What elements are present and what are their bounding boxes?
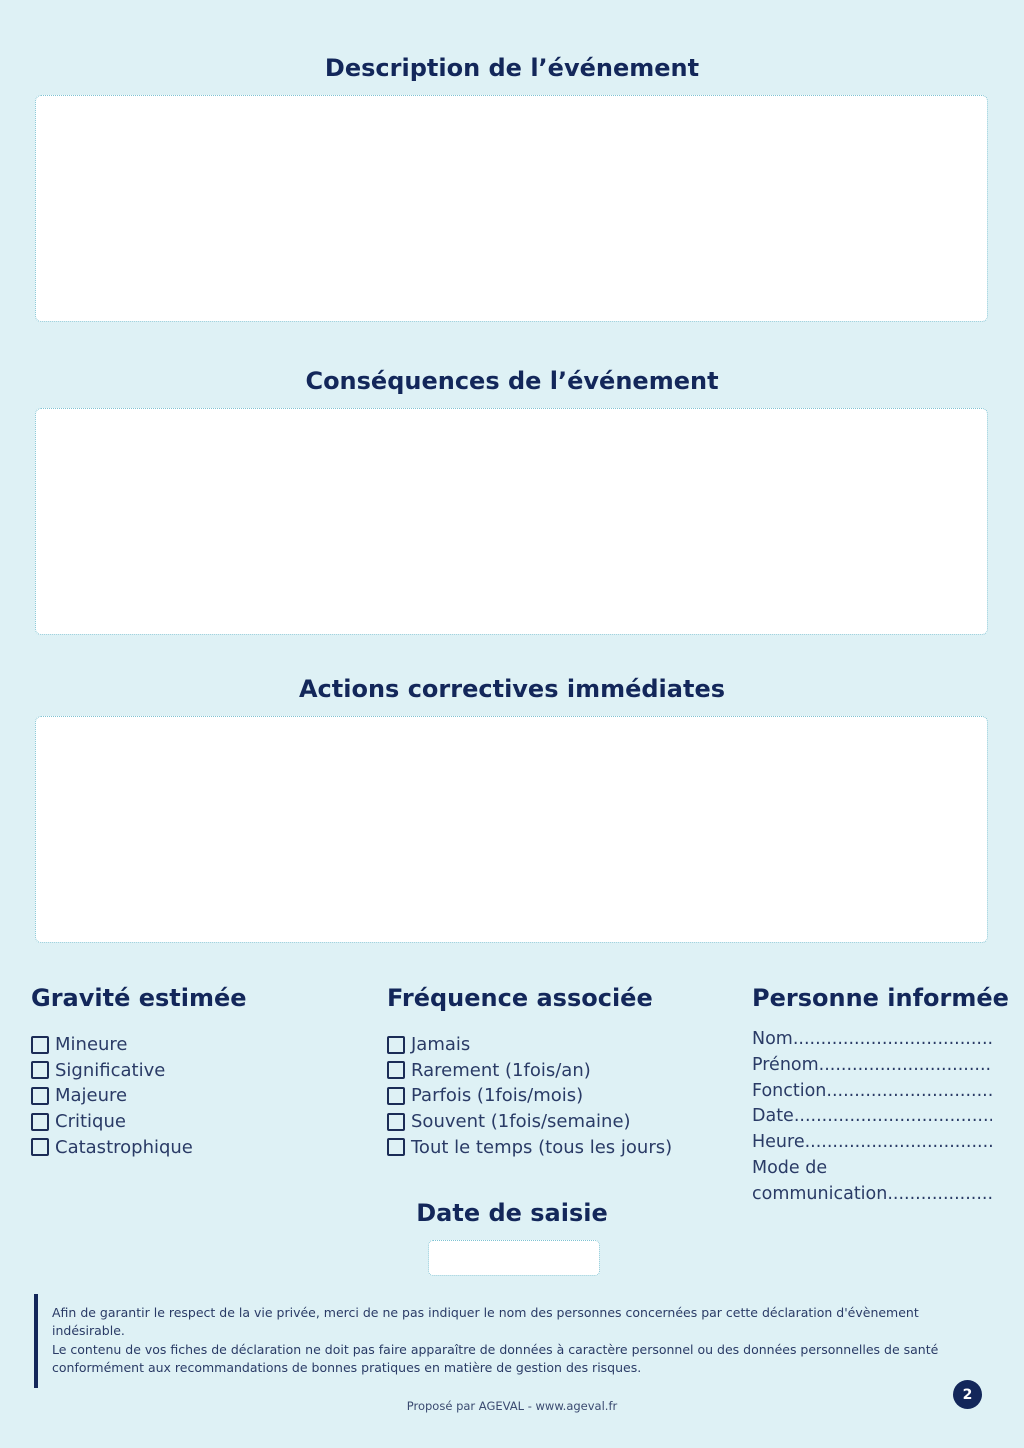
notice-line-2: Le contenu de vos fiches de déclaration ne doit pas faire apparaître de données à caractère personnel ou des données personnelles de santé conformément aux recommandations de bonnes pratiques en matière de gestion des risques. xyxy=(52,1341,939,1376)
field-label: communication xyxy=(752,1183,888,1204)
gravite-option[interactable] xyxy=(31,1109,193,1135)
option-label: Parfois (1fois/mois) xyxy=(411,1085,584,1107)
option-label: Majeure xyxy=(55,1085,128,1107)
checkbox-icon[interactable] xyxy=(387,1138,405,1156)
gravite-option[interactable] xyxy=(31,1058,193,1084)
notice-line-1: Afin de garantir le respect de la vie privée, merci de ne pas indiquer le nom des personnes concernées par cette déclaration d'évènement indésirable. xyxy=(52,1305,919,1339)
option-label: Souvent (1fois/semaine) xyxy=(411,1111,631,1133)
gravite-option[interactable] xyxy=(31,1083,193,1109)
checkbox-icon[interactable] xyxy=(31,1061,49,1079)
gravite-title: Gravité estimée xyxy=(31,984,247,1012)
option-label: Mineure xyxy=(55,1034,128,1056)
option-label: Critique xyxy=(55,1111,126,1133)
page-number-badge: 2 xyxy=(953,1380,982,1409)
field-label: Prénom xyxy=(752,1054,819,1075)
checkbox-icon[interactable] xyxy=(31,1036,49,1054)
frequence-options xyxy=(387,1032,672,1160)
checkbox-icon[interactable] xyxy=(387,1061,405,1079)
privacy-notice xyxy=(34,1294,954,1388)
option-label: Significative xyxy=(55,1059,166,1081)
field-label: Mode de xyxy=(752,1157,828,1178)
option-label: Tout le temps (tous les jours) xyxy=(411,1136,673,1158)
field-mode-label xyxy=(752,1156,992,1182)
frequence-option[interactable] xyxy=(387,1032,672,1058)
actions-title: Actions correctives immédiates xyxy=(298,675,726,703)
checkbox-icon[interactable] xyxy=(31,1138,49,1156)
field-nom[interactable] xyxy=(752,1027,992,1053)
field-prenom[interactable] xyxy=(752,1053,992,1079)
option-label: Rarement (1fois/an) xyxy=(411,1059,591,1081)
option-label: Jamais xyxy=(411,1034,471,1056)
gravite-option[interactable] xyxy=(31,1134,193,1160)
frequence-option[interactable] xyxy=(387,1058,672,1084)
checkbox-icon[interactable] xyxy=(31,1113,49,1131)
personne-title: Personne informée xyxy=(752,984,1009,1012)
checkbox-icon[interactable] xyxy=(31,1087,49,1105)
frequence-option[interactable] xyxy=(387,1109,672,1135)
description-title: Description de l’événement xyxy=(324,54,700,82)
description-textarea[interactable] xyxy=(35,95,988,322)
frequence-title: Fréquence associée xyxy=(387,984,653,1012)
field-label: Date xyxy=(752,1106,794,1127)
field-label: Heure xyxy=(752,1132,805,1153)
checkbox-icon[interactable] xyxy=(387,1036,405,1054)
gravite-option[interactable] xyxy=(31,1032,193,1058)
date-saisie-input[interactable] xyxy=(428,1240,600,1276)
checkbox-icon[interactable] xyxy=(387,1113,405,1131)
date-saisie-title: Date de saisie xyxy=(416,1199,608,1227)
consequences-title: Conséquences de l’événement xyxy=(305,367,719,395)
gravite-options xyxy=(31,1032,193,1160)
field-heure[interactable] xyxy=(752,1130,992,1156)
personne-fields xyxy=(752,1027,992,1208)
checkbox-icon[interactable] xyxy=(387,1087,405,1105)
frequence-option[interactable] xyxy=(387,1083,672,1109)
field-date[interactable] xyxy=(752,1104,992,1130)
option-label: Catastrophique xyxy=(55,1136,193,1158)
actions-textarea[interactable] xyxy=(35,716,988,943)
field-label: Nom xyxy=(752,1029,793,1049)
footer-credit: Proposé par AGEVAL - www.ageval.fr xyxy=(406,1399,618,1413)
field-fonction[interactable] xyxy=(752,1079,992,1105)
field-label: Fonction xyxy=(752,1080,827,1101)
frequence-option[interactable] xyxy=(387,1134,672,1160)
consequences-textarea[interactable] xyxy=(35,408,988,635)
